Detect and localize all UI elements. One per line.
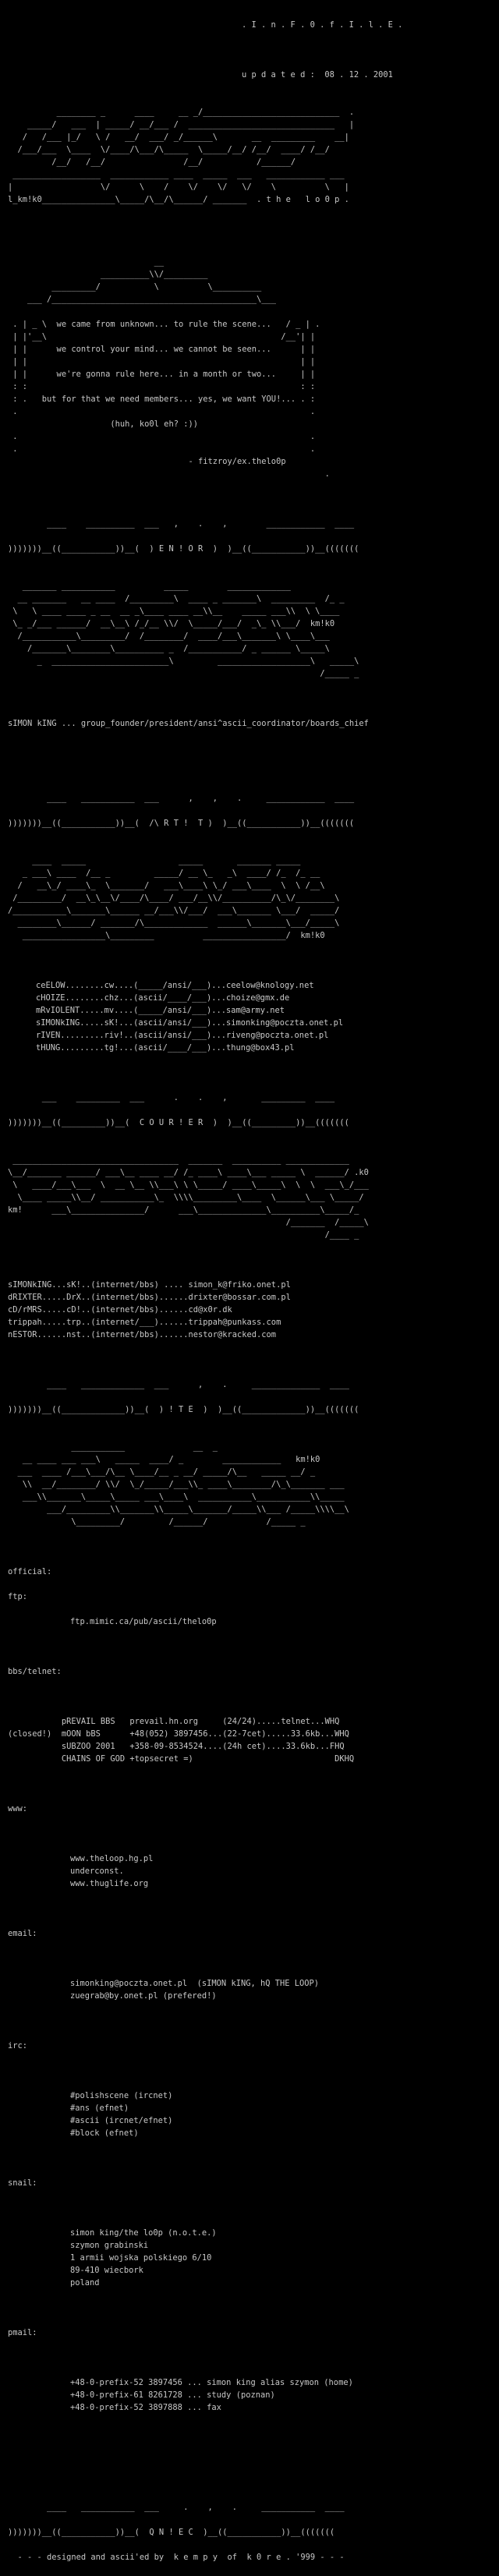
site-divider: )))))))__((_____________))__( ) ! T E ) )__((_____________))__((((((( [8,1405,359,1414]
qniec-divider: )))))))__((___________))__( Q N ! E C )__((___________))__((((((( [8,2528,335,2537]
artist-art-line [8,842,493,855]
intro-text-line: . . [8,444,316,454]
site-art-line: __ ____ ___ ___\ _____ ____/ _ ____________ km!k0 [8,1455,320,1464]
snail-list [8,2227,493,2289]
intro-text-line: - fitzroy/ex.thelo0p [8,457,286,466]
courier-divider: )))))))__((_________))__( C O U R ! E R ) )__((_________))__((((((( [8,1118,349,1127]
courier-art-line: /_______ /_____\ [8,1218,369,1227]
bbs-row: CHAINS OF GOD +topsecret =) DKHQ [8,1754,355,1764]
irc-channel: #ascii (ircnet/efnet) [70,2116,173,2125]
site-divider-top: ____ _____________ ___ , . ______________ ____ [8,1380,349,1389]
logo-art-line: _____/ ___ | _____/ __/___ / ______________________________ | [8,120,355,129]
intro-text-line: | | | | [8,357,316,366]
email-list [8,1977,493,2002]
courier-art-line: \____ _____\\__/ ___________\_ \\\\_________\____ \______\___ \_____/ [8,1193,364,1202]
courier-member-row: nESTOR......nst..(internet/bbs)......nestor@kracked.com [8,1330,277,1339]
email-label: email: [8,1929,37,1938]
site-art-line: ___________ __ _ [8,1442,218,1452]
snail-address-line: 89-410 wiecbork [70,2266,143,2275]
artist-art-line: _ ___\ ____ /__ _ _____/ __ \_ _\ ____/ /_ /_ __ [8,869,320,878]
artist-member-row: cHOIZE........chz...(ascii/____/___)...choize@gmx.de [36,993,290,1003]
site-art-line: ___/_________\\_______\\_____\_______/_____\\___ /_____\\\\__\ [8,1505,349,1514]
phone-number: +48-0-prefix-61 8261728 ... study (poznan) [70,2390,275,2400]
site-logo [8,1428,493,1528]
nfo-document [8,6,493,2562]
pmail-list [8,2376,493,2414]
thelo0p-logo [8,94,493,206]
artist-divider-top: ____ ___________ ___ , , . ____________ ____ [8,794,355,803]
courier-art-line [8,1141,493,1154]
artist-art-line: ________\______/ _______/\_____________ ______\_______\___/_____\ [8,918,340,928]
email-value: zuegrab@by.onet.pl (prefered!) [70,1991,217,2001]
qniec-divider-top: ____ ___________ ___ . , . ___________ ____ [8,2503,345,2512]
intro-text-line: . . [8,407,316,416]
senior-divider: )))))))__((___________))__( ) E N ! O R ) )__((___________))__((((((( [8,544,359,554]
senior-art-line [8,568,493,580]
logo-art-line [8,94,493,106]
artist-art-line: /___________\_______\______ __/___\\/___/ ___\_______ \___/ _____/ [8,906,340,915]
site-art-line: \\ __/________/ \\/ \_/_____/___\\_ ____\________/\_\_______ ___ [8,1480,345,1489]
www-value: underconst. [70,1867,124,1876]
irc-label: irc: [8,2041,28,2051]
courier-member-row: trippah.....trp..(internet/___)......trippah@punkass.com [8,1318,281,1327]
artist-art-line: /_________/ __\_\__\/____/\____/ ___/__\\/__________/\_\/________\ [8,893,340,903]
phone-number: +48-0-prefix-52 3897888 ... fax [70,2403,221,2412]
official-label: official: [8,1567,52,1576]
intro-text-line: . . [8,432,316,441]
bbs-label: bbs/telnet: [8,1667,62,1676]
ftp-label: ftp: [8,1592,28,1601]
courier-member-row: dRIXTER.....DrX..(internet/bbs)......drixter@bossar.com.pl [8,1293,291,1302]
courier-divider-top: ___ _________ ___ . . , _________ ____ [8,1093,335,1102]
courier-art-line: \ ____/___\___ \ __ \__ \\___\ \ \_____/ ____\_____\ \ \ ___\_/___ [8,1180,369,1190]
artist-member-row: mRvIOLENT.....mv....(_____/ansi/___)...sam@army.net [36,1006,285,1015]
senior-divider-top: ____ __________ ___ , . , ____________ ____ [8,519,355,529]
courier-logo [8,1141,493,1241]
logo-art-line: l_km!k0_______________\_____/\__/\______/ _______ . t h e l o 0 p . [8,195,349,204]
irc-channel: #polishscene (ircnet) [70,2091,173,2100]
logo-art-line: ________ _ ____ __ _/____________________________ . [8,108,355,117]
bbs-list [8,1715,493,1765]
senior-art-line: _______ ___________ _____ _____________ [8,582,291,591]
site-art-line: \_________/ /______/ /_____ _ [8,1517,306,1527]
www-label: www: [8,1804,28,1813]
ftp-value: ftp.mimic.ca/pub/ascii/thelo0p [70,1617,217,1626]
snail-label: snail: [8,2178,37,2188]
site-art-line: ___\\_______\_____\_____ ___\____\ ___________\___________\\_____ [8,1492,345,1502]
email-value: simonking@poczta.onet.pl (sIMON kING, hQ THE LOOP) [70,1979,320,1988]
artist-divider: )))))))__((___________))__( /\ R T ! T ) )__((___________))__((((((( [8,819,355,828]
snail-address-line: szymon grabinski [70,2241,149,2250]
courier-art-line: /____ _ [8,1230,359,1240]
credits-footer: - - - designed and ascii'ed by k e m p y of k 0 r e . '999 - - - [8,2553,345,2562]
artist-member-row: tHUNG.........tg!...(ascii/____/___)...thung@box43.pl [36,1043,295,1053]
intro-frame-art [8,243,493,306]
bbs-row: pREVAIL BBS prevail.hn.org (24/24).....telnet...WHQ [8,1717,340,1726]
artist-member-row: ceELOW........cw....(_____/ansi/___)...ceelow@knology.net [36,981,314,990]
senior-art-line: __ _______ __ ____ /_________\ ____ _ _______\ _________ /_ _ [8,594,345,603]
artist-logo [8,842,493,942]
intro-text-line: | | we're gonna rule here... in a month or two... | | [8,370,316,379]
snail-address-line: 1 armii wojska polskiego 6/10 [70,2253,212,2263]
artist-art-line: / __\_/ ____\_ \_______/ ___\____\ \_/ ___\____ \ \ /__\ [8,881,325,890]
senior-art-line: \_ _/___ ______/ __\__\ /_/__ \\/ \_____/___/ _\_ \\___/ km!k0 [8,619,335,628]
intro-text-line: : . but for that we need members... yes, we want YOU!... . : [8,395,316,404]
senior-art-line: /___________\_________/ /________/ ____/___\_______\ \____\___ [8,632,330,641]
senior-art-line: /_______\________\__________ _ /___________/ _ ______ \_____\ [8,644,330,653]
logo-art-line: / /___ |_/ \ / __/ ___/ _/______\ __ _________ __| [8,133,349,142]
intro-text-line: (huh, ko0l eh? :)) [8,419,316,429]
senior-member: sIMON kING ... group_founder/president/ansi^ascii_coordinator/boards_chief [8,719,369,728]
www-list [8,1852,493,1890]
intro-text-line: | |'__\ /__'| | [8,332,316,341]
intro-art-line: __ [8,257,165,267]
intro-text [8,318,493,480]
www-value: www.theloop.hg.pl [70,1854,154,1863]
nfo-title: . I . n . F . 0 . f . I . l . E . [242,20,403,30]
logo-art-line: | \/ \ / \/ \/ \/ \ \ | [8,182,349,192]
intro-art-line [8,243,493,256]
courier-art-line: \__/_______ ______/ ___\__ ____ __/ /_ ____\ ____\___ _____ \ ______/ .k0 [8,1168,369,1177]
bbs-row: (closed!) mOON bBS +48(052) 3897456...(22-7cet).....33.6kb...WHQ [8,1729,349,1739]
senior-art-line: \ \ ____ ____ _ __ __ _\____ ____ __\\__ _____ ___\\ \ \____ [8,607,340,616]
snail-address-line: simon king/the lo0p (n.o.t.e.) [70,2228,217,2238]
logo-art-line: /___/___ \____ \/____/\___/\_____ \_____/__/ /__/ ____/ /__/ [8,145,330,154]
irc-channel: #ans (efnet) [70,2104,129,2113]
nfo-updated: u p d a t e d : 08 . 12 . 2001 [242,70,393,80]
courier-member-row: cD/rMRS.....cD!..(internet/bbs)......cd@x0r.dk [8,1305,232,1315]
intro-text-line: . [8,469,330,479]
intro-text-line: | | we control your mind... we cannot be seen... | | [8,345,316,354]
intro-text-line: . | _ \ we came from unknown... to rule the scene... / _ | . [8,320,320,329]
artist-art-line: ____ _____ _____ _______ _____ [8,856,301,865]
site-art-line: ___ ____ /___\___/\__ \____/__ _ __/ _____/\__ _____ __/ _ [8,1467,316,1477]
artist-member-row: sIMONkING.....sK!...(ascii/ansi/___)...simonking@poczta.onet.pl [36,1018,344,1028]
courier-member-list [8,1279,493,1341]
courier-art-line: __________________________________ _______ __________ _____________ [8,1155,349,1165]
senior-art-line: /_____ _ [8,669,359,678]
senior-art-line: _ ________________________\ ___________________\ _____\ [8,656,359,666]
irc-list [8,2089,493,2139]
intro-art-line: __________\\/_________ [8,270,208,279]
phone-number: +48-0-prefix-52 3897456 ... simon king alias szymon (home) [70,2378,353,2387]
senior-logo [8,568,493,680]
intro-art-line: ___ /__________________________________________\___ [8,295,277,304]
logo-art-line: /__/ /__/ /__/ /______/ [8,157,296,167]
intro-text-line: : : : : [8,382,316,391]
www-value: www.thuglife.org [70,1879,149,1888]
courier-member-row: sIMONkING...sK!..(internet/bbs) .... simon_k@friko.onet.pl [8,1280,291,1290]
site-art-line [8,1428,493,1441]
pmail-label: pmail: [8,2328,37,2337]
intro-art-line: _________/ \ \__________ [8,282,262,292]
bbs-row: sUBZOO 2001 +358-09-8534524....(24h cet)....33.6kb...FHQ [8,1742,345,1751]
logo-art-line: __________________ ____________ ____ _____ ___ ____________ ___ [8,170,345,179]
artist-member-list [8,979,493,1054]
courier-art-line: km! ___\_______________/ ___\______________\__________\_____/_ [8,1205,359,1215]
artist-art-line: _________________\_________ _________________/ km!k0 [8,931,325,940]
snail-address-line: poland [70,2278,100,2288]
artist-member-row: rIVEN.........riv!..(ascii/ansi/___)...riveng@poczta.onet.pl [36,1031,329,1040]
irc-channel: #block (efnet) [70,2128,139,2138]
